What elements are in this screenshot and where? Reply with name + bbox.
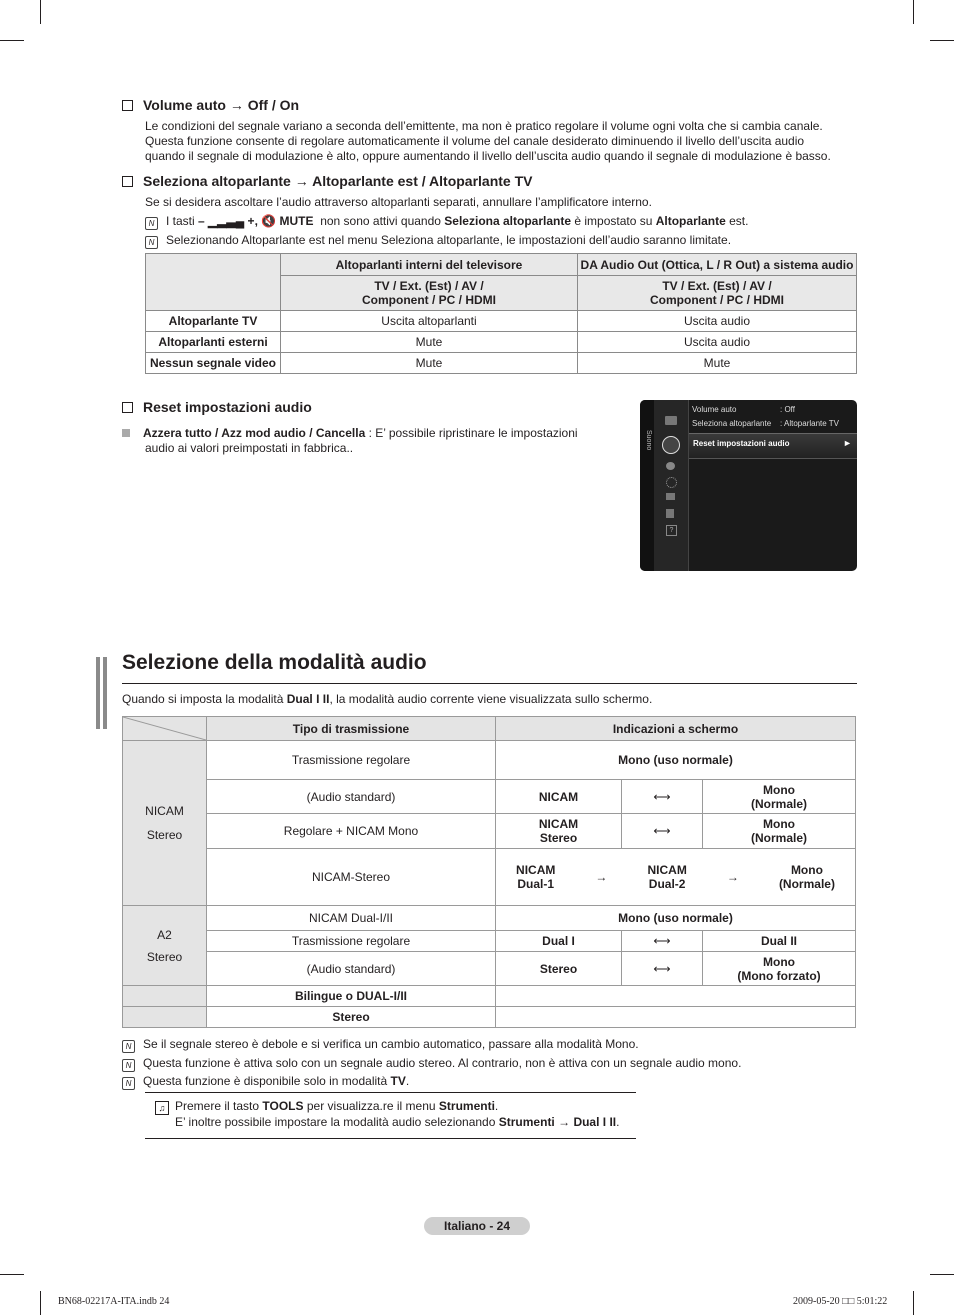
crop-mark (0, 1274, 24, 1275)
channel-icon (666, 462, 675, 470)
table-row: Trasmissione regolare Dual I ⟷ Dual II (123, 931, 856, 952)
menu-item[interactable]: Seleziona altoparlante : Altoparlante TV (692, 419, 839, 428)
note-icon: N (122, 1040, 135, 1053)
menu-side-label: Suono (645, 430, 652, 451)
bullet-icon (122, 429, 130, 437)
note-2: N Questa funzione è attiva solo con un segnale audio stereo. Al contrario, non è attiva con un segnale audio mono. (122, 1056, 741, 1072)
tools-line-1: Premere il tasto TOOLS per visualizza.re il menu Strumenti. (175, 1099, 499, 1113)
title-bar-decoration (96, 657, 100, 729)
note-1: N Se il segnale stereo è debole e si verifica un cambio automatico, passare alla modalità Mono. (122, 1037, 639, 1053)
volume-description: Le condizioni del segnale variano a seconda dell’emittente, ma non è pratico regolare il volume ogni volta che si cambia canale. Questa funzione consente di regolare automaticamente il volume del canale desiderato diminuendo il livello dell’uscita audio quando il segnale di modulazione è alto, oppure aumentando il livello dell’uscita audio quando il segnale di modulazione è basso. (145, 119, 831, 163)
a2-group-label: A2 Stereo (123, 906, 207, 986)
table-subheader: TV / Ext. (Est) / AV / Component / PC / HDMI (578, 276, 857, 311)
speaker-note-1: N I tasti – ▁▂▃▄ +, 🔇 MUTE non sono attivi quando Seleziona altoparlante è impostato su Altoparlante est. (145, 214, 748, 230)
arrow-both-icon: ⟷ (622, 952, 703, 986)
table-header: Altoparlanti interni del televisore (281, 254, 578, 276)
note-icon: N (145, 236, 158, 249)
application-icon (666, 509, 674, 518)
arrow-both-icon: ⟷ (622, 814, 703, 849)
crop-mark (40, 1291, 41, 1315)
speaker-description: Se si desidera ascoltare l’audio attraverso altoparlanti separati, annullare l’amplificatore interno. (145, 195, 652, 209)
table-header: DA Audio Out (Ottica, L / R Out) a sistema audio (578, 254, 857, 276)
menu-item[interactable]: Volume auto : Off (692, 405, 795, 414)
nicam-group-label: NICAM Stereo (123, 741, 207, 906)
crop-mark (40, 0, 41, 24)
sound-icon (662, 436, 680, 454)
crop-mark (930, 1274, 954, 1275)
speaker-table (145, 253, 857, 374)
table-row: (Audio standard) Stereo ⟷ Mono (Mono forzato) (123, 952, 856, 986)
table-row: (Audio standard) NICAM ⟷ Mono (Normale) (123, 780, 856, 814)
table-corner (123, 717, 207, 741)
volume-section-title: Volume auto → Off / On (122, 97, 299, 113)
crop-mark (913, 0, 914, 24)
page-number: Italiano - 24 (424, 1217, 530, 1235)
checkbox-icon (122, 176, 133, 187)
print-file-name: BN68-02217A-ITA.indb 24 (58, 1296, 170, 1307)
reset-section-title: Reset impostazioni audio (122, 399, 312, 415)
tv-menu-screenshot (640, 400, 857, 571)
picture-icon (665, 416, 677, 425)
arrow-both-icon: ⟷ (622, 780, 703, 814)
table-header: Indicazioni a schermo (496, 717, 856, 741)
note-icon: N (145, 217, 158, 230)
checkbox-icon (122, 402, 133, 413)
arrow-right-icon: → (595, 870, 608, 884)
table-row: NICAM-Stereo NICAM Dual-1 → NICAM Dual-2 → Mono (Normale) (123, 849, 856, 906)
table-row: Nessun segnale video Mute Mute (146, 353, 857, 374)
setup-icon (666, 477, 677, 488)
table-row: A2 Stereo NICAM Dual-I/II Mono (uso normale) (123, 906, 856, 931)
crop-mark (930, 40, 954, 41)
checkbox-icon (122, 100, 133, 111)
tools-icon: ♫ (155, 1101, 169, 1115)
arrow-both-icon: ⟷ (622, 931, 703, 952)
title-bar-decoration (103, 657, 107, 729)
table-row: NICAM Stereo Trasmissione regolare Mono (uso normale) (123, 741, 856, 780)
arrow-right-icon: ► (843, 438, 852, 448)
table-subheader: TV / Ext. (Est) / AV / Component / PC / HDMI (281, 276, 578, 311)
speaker-note-2: N Selezionando Altoparlante est nel menu Seleziona altoparlante, le impostazioni dell’audio saranno limitate. (145, 233, 731, 249)
table-row: Regolare + NICAM Mono NICAM Stereo ⟷ Mono (Normale) (123, 814, 856, 849)
print-date: 2009-05-20 □□ 5:01:22 (793, 1296, 888, 1307)
audio-mode-table (122, 716, 856, 1028)
page-title: Selezione della modalità audio (122, 651, 427, 674)
note-icon: N (122, 1059, 135, 1072)
crop-mark (913, 1291, 914, 1315)
crop-mark (0, 40, 24, 41)
input-icon (666, 493, 675, 500)
intro-text: Quando si imposta la modalità Dual I II, la modalità audio corrente viene visualizzata sullo schermo. (122, 692, 653, 706)
table-row: Bilingue o DUAL-I/II (123, 986, 856, 1007)
table-row: Stereo (123, 1007, 856, 1028)
arrow-right-icon: → (726, 870, 739, 884)
note-icon: N (122, 1077, 135, 1090)
tools-line-2: E’ inoltre possibile impostare la modalità audio selezionando Strumenti → Dual I II. (175, 1115, 620, 1129)
tools-tip-box (145, 1092, 636, 1139)
menu-item-selected[interactable]: Reset impostazioni audio ► (689, 433, 857, 459)
menu-side-strip (640, 400, 654, 571)
table-row: Altoparlanti esterni Mute Uscita audio (146, 332, 857, 353)
table-header: Tipo di trasmissione (207, 717, 496, 741)
title-divider (122, 683, 857, 684)
note-3: N Questa funzione è disponibile solo in modalità TV. (122, 1074, 409, 1090)
speaker-section-title: Seleziona altoparlante → Altoparlante est / Altoparlante TV (122, 173, 532, 189)
reset-description: Azzera tutto / Azz mod audio / Cancella : E’ possibile ripristinare le impostazioni audio ai valori preimpostati in fabbrica.. (122, 426, 612, 456)
menu-icon-column (654, 400, 688, 571)
table-row: Altoparlante TV Uscita altoparlanti Uscita audio (146, 311, 857, 332)
table-corner (146, 254, 281, 311)
support-icon: ? (666, 525, 677, 536)
